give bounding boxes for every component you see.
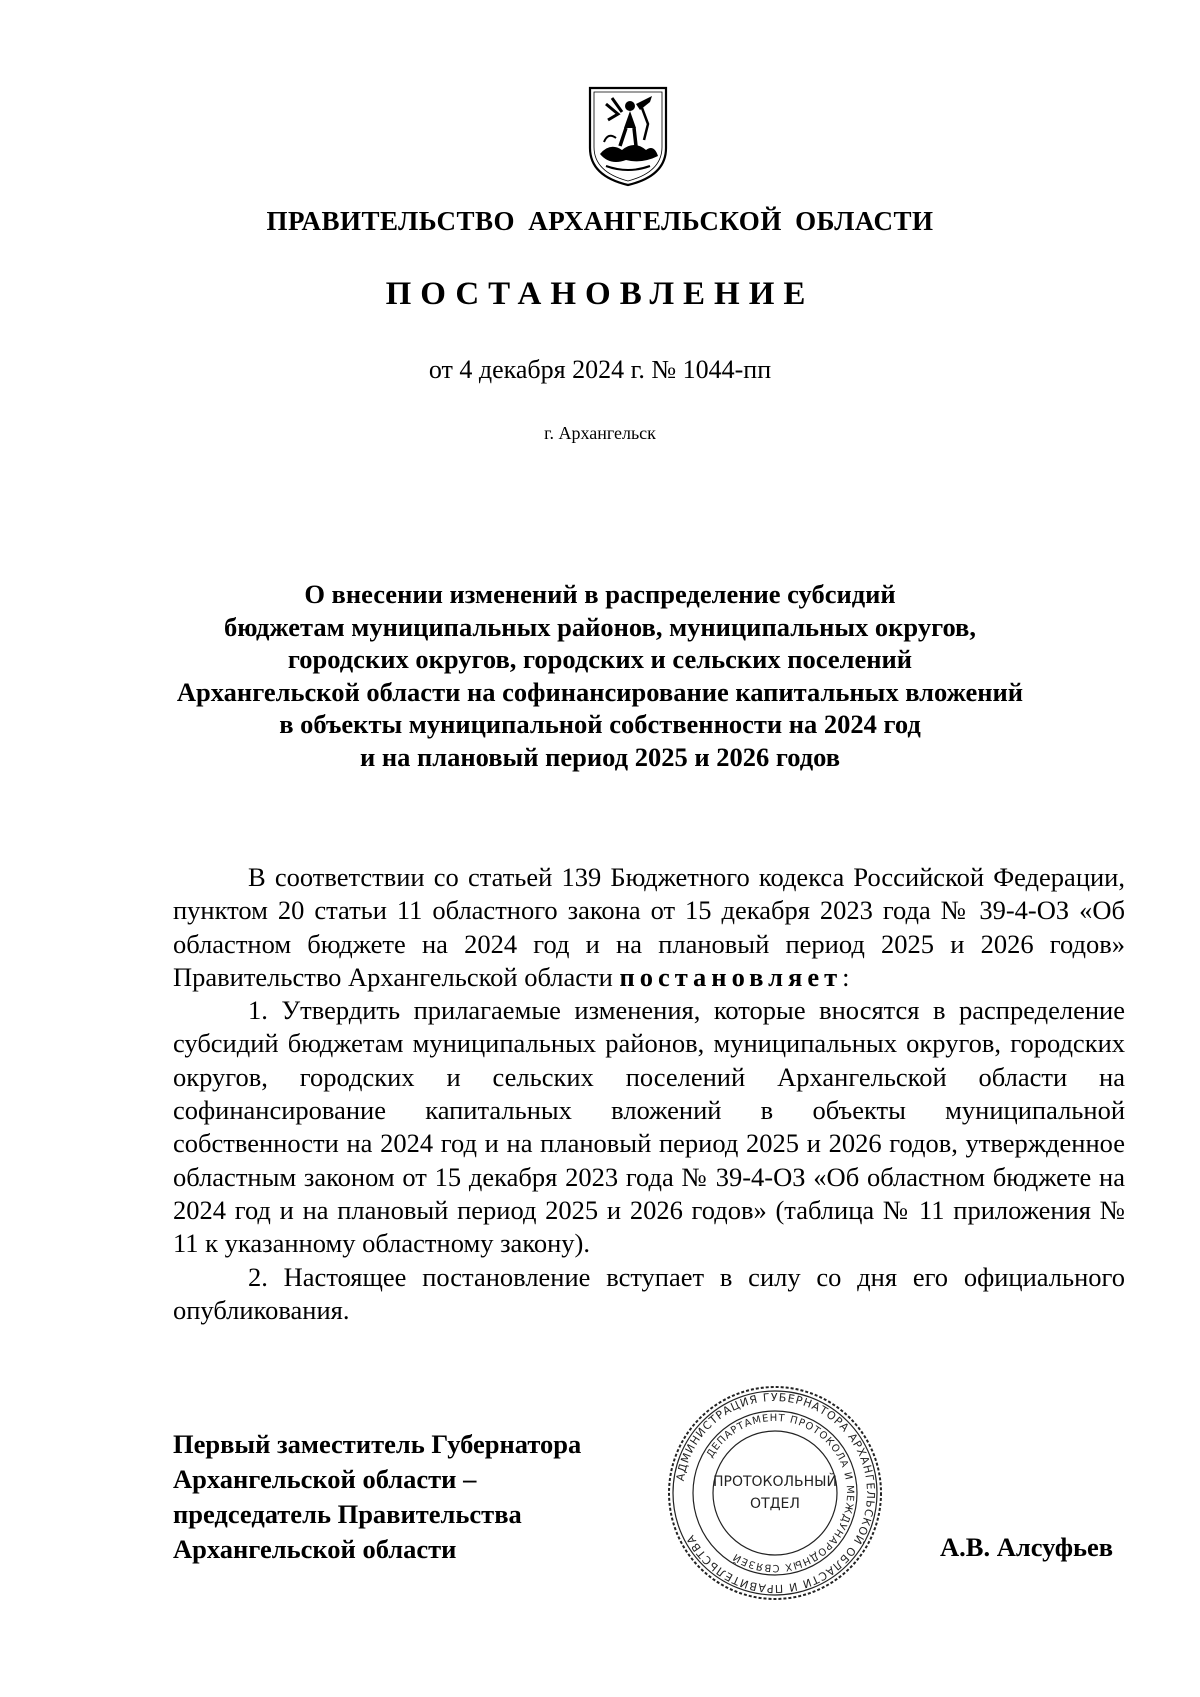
signer-position-line: Первый заместитель Губернатора [173,1429,582,1459]
svg-text:ДЕПАРТАМЕНТ ПРОТОКОЛА И МЕЖДУН [705,1413,855,1573]
signer-name: А.В. Алсуфьев [940,1532,1114,1562]
stamp-inner-text: ДЕПАРТАМЕНТ ПРОТОКОЛА И МЕЖДУНАРОДНЫХ СВЯЗЕЙ [705,1412,856,1574]
title-line: в объекты муниципальной собственности на 2024 год [279,709,921,739]
stamp-center-line-1: ПРОТОКОЛЬНЫЙ [712,1474,838,1490]
title-line: Архангельской области на софинансирование капитальных вложений [176,676,1024,707]
title-line: городских округов, городских и сельских поселений [287,644,913,674]
document-type: ПОСТАНОВЛЕНИЕ [385,276,815,312]
item-2-paragraph: 2. Настоящее постановление вступает в силу со дня его официального опубликования. [173,1261,1125,1325]
document-body [173,861,1125,1327]
resolves-word: постановляет [619,961,843,992]
city-name: г. Архангельск [544,423,656,443]
preamble-text: В соответствии со статьей 139 Бюджетного кодекса Российской Федерации, пунктом 20 статьи 11 областного закона от 15 декабря 2023 года № 39-4-ОЗ «Об областном бюджете на 2024 год и на плановый период 2025 и 2026 годов» Правительство Архангельской области [173,862,1125,992]
resolves-colon: : [842,961,850,992]
official-stamp [664,1382,886,1604]
date-and-number: от 4 декабря 2024 г. № 1044-пп [428,355,772,384]
government-name: ПРАВИТЕЛЬСТВО АРХАНГЕЛЬСКОЙ ОБЛАСТИ [266,206,934,236]
preamble-paragraph [173,861,1125,994]
signer-position-line: председатель Правительства [173,1499,522,1529]
item-1-paragraph: 1. Утвердить прилагаемые изменения, которые вносятся в распределение субсидий бюджетам муниципальных районов, муниципальных округов, городских округов, городских и сельских поселений Архангельской области на софинансирование капитальных вложений в объекты муниципальной собственности на 2024 год и на плановый период 2025 и 2026 годов, утвержденное областным законом от 15 декабря 2023 года № 39-4-ОЗ «Об областном бюджете на 2024 год и на плановый период 2025 и 2026 годов» (таблица № 11 приложения № 11 к указанному областному закону). [173,995,1125,1259]
coat-of-arms-emblem [586,84,670,188]
stamp-center-line-2: ОТДЕЛ [750,1496,800,1512]
title-line: О внесении изменений в распределение субсидий [304,579,896,609]
stamp-outer-text: АДМИНИСТРАЦИЯ ГУБЕРНАТОРА АРХАНГЕЛЬСКОЙ ОБЛАСТИ И ПРАВИТЕЛЬСТВА [673,1390,878,1596]
signer-position-line: Архангельской области [173,1534,457,1564]
document-title [150,578,1050,773]
title-line: бюджетам муниципальных районов, муниципальных округов, [224,611,976,642]
title-line: и на плановый период 2025 и 2026 годов [359,741,841,772]
signer-position-line: Архангельской области – [173,1464,477,1494]
signer-position [173,1427,581,1567]
